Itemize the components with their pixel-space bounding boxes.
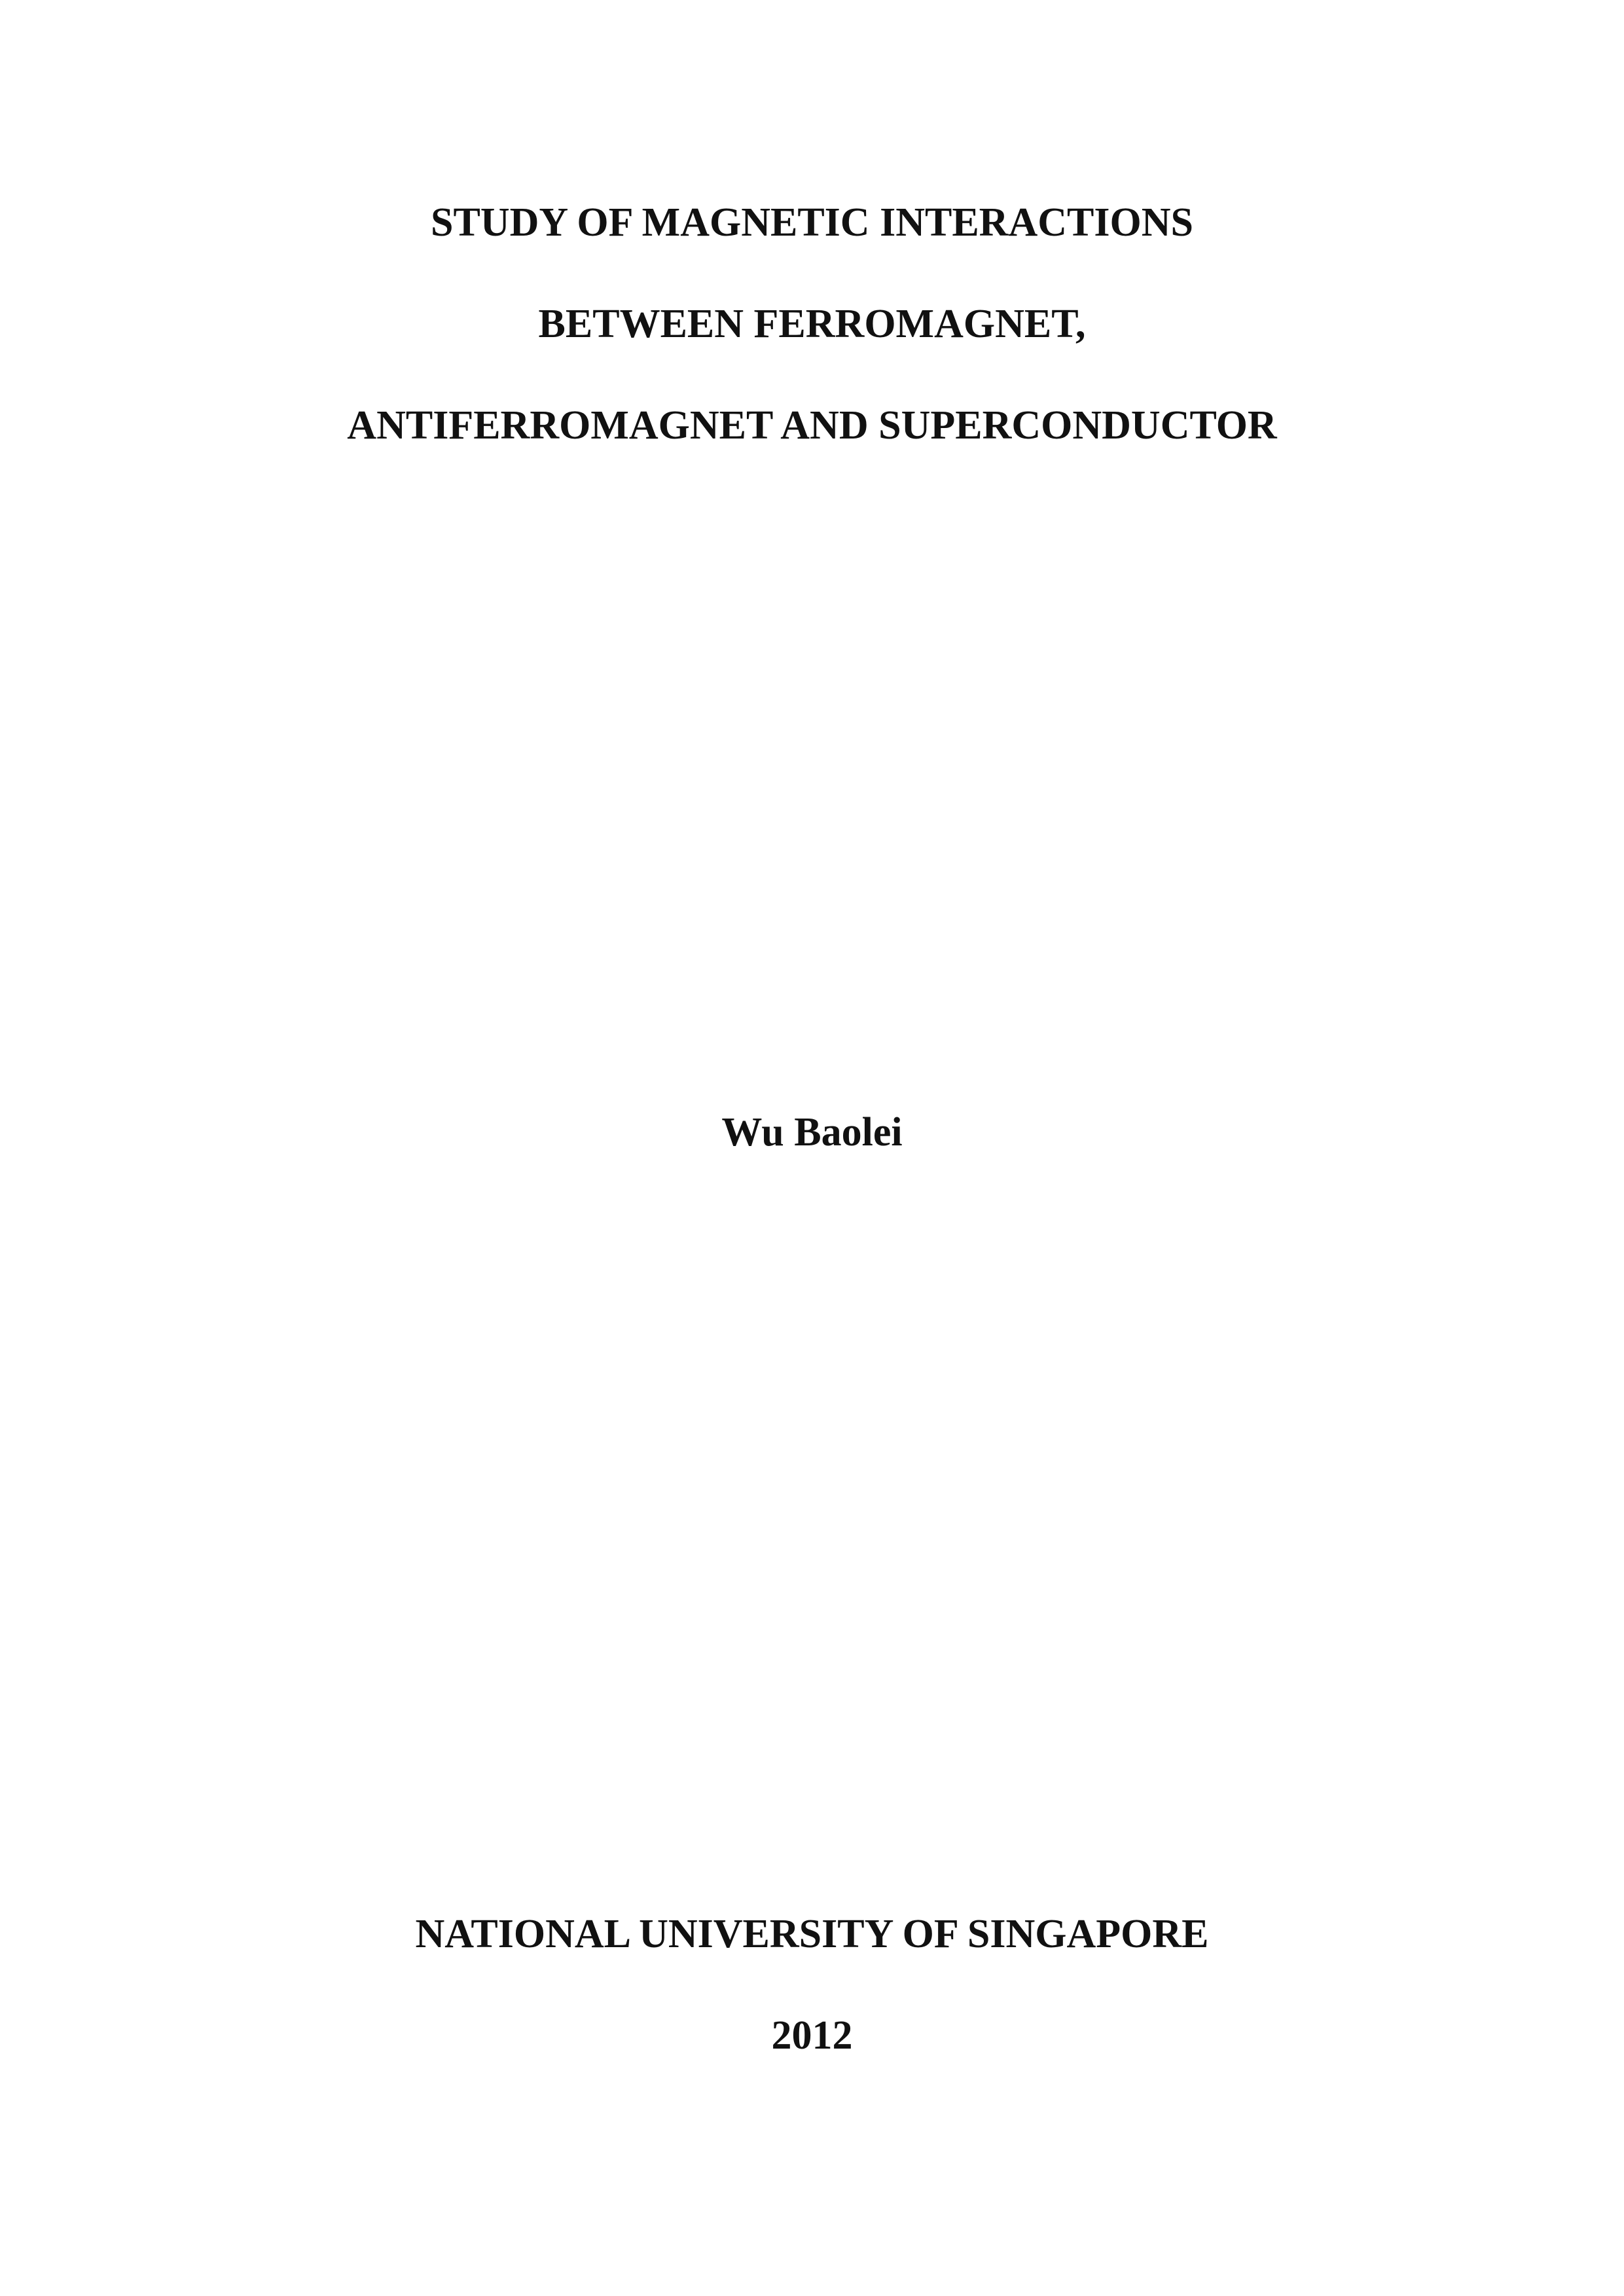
publication-year: 2012 [771, 2013, 853, 2058]
institution-name: NATIONAL UNIVERSITY OF SINGAPORE [415, 1912, 1209, 1956]
author-name: Wu Baolei [721, 1110, 903, 1155]
thesis-title-line-1: STUDY OF MAGNETIC INTERACTIONS [431, 200, 1193, 245]
thesis-title-line-3: ANTIFERROMAGNET AND SUPERCONDUCTOR [347, 403, 1277, 448]
thesis-title-line-2: BETWEEN FERROMAGNET, [538, 302, 1086, 346]
